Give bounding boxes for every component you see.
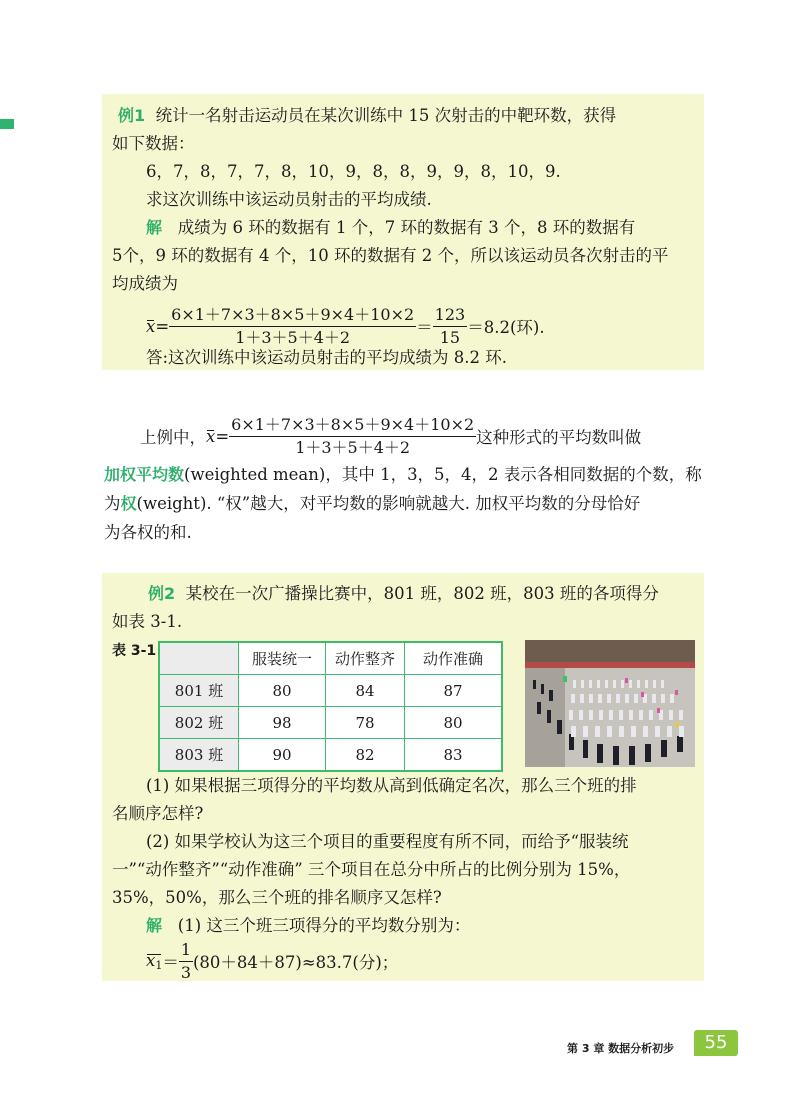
table-row (159, 675, 502, 707)
definition-line-1: 上例中， x = $\frac{6\times 1+7\times 3+8\times 5+9\times 4+10\times 2}{1+3+5+4+2}$ 这种形式的平均数叫做 (140, 414, 642, 457)
example-1-data: 6，7，8，7，7，8，10，9，8，8，9，9，8，10，9. (146, 162, 561, 181)
mean-symbol: x (146, 316, 156, 336)
definition-line-4: 为各权的和. (104, 523, 192, 542)
table-header-cell: 服装统一 (239, 642, 326, 675)
table-cell: 82 (326, 739, 405, 772)
result-fraction: $\frac{123}{15}$ (434, 304, 466, 347)
example-1-line-1: 例1 统计一名射击运动员在某次训练中 15 次射击的中靶环数，获得 (118, 106, 617, 125)
example-1-answer: 答:这次训练中该运动员射击的平均成绩为 8.2 环. (146, 348, 508, 367)
table-row (159, 739, 502, 772)
table-header-cell: 动作整齐 (326, 642, 405, 675)
table-label: 表 3-1 (112, 643, 157, 659)
exercise-photo (525, 640, 695, 767)
example-2-formula: $x_1$ ＝ $\frac{1}{3}$ (80＋84＋87)≈83.7(分)； (146, 939, 399, 982)
example-2-line-1: 例2 某校在一次广播操比赛中，801 班，802 班，803 班的各项得分 (148, 584, 659, 603)
weighted-mean-fraction: $\frac{6\times 1+7\times 3+8\times 5+9\times 4+10\times 2}{1+3+5+4+2}$ (171, 304, 415, 347)
page-number: 55 (694, 1030, 738, 1056)
footer-chapter-title: 第 3 章 数据分析初步 (567, 1042, 675, 1055)
table-row (159, 707, 502, 739)
table-cell: 80 (239, 675, 326, 707)
table-cell: 90 (239, 739, 326, 772)
solution-label: 解 (146, 916, 163, 935)
table-header-cell: 动作准确 (405, 642, 503, 675)
example-1-solution-line-2: 5个，9 环的数据有 4 个，10 环的数据有 2 个，所以该运动员各次射击的平 (112, 246, 669, 265)
example-2-question-1-line-1: (1) 如果根据三项得分的平均数从高到低确定名次，那么三个班的排 (146, 776, 637, 795)
definition-line-3: 为权(weight). “权”越大，对平均数的影响就越大. 加权平均数的分母恰好 (104, 494, 641, 513)
table-cell: 83 (405, 739, 503, 772)
example-2-question-2-line-2: 一”“动作整齐”“动作准确” 三个项目在总分中所占的比例分别为 15%， (112, 860, 631, 879)
example-2-solution-line-1: 解 (1) 这三个班三项得分的平均数分别为： (146, 916, 471, 935)
example-1-formula: x = $\frac{6\times 1+7\times 3+8\times 5+9\times 4+10\times 2}{1+3+5+4+2}$ ＝ $\frac{123}{15}$ ＝8.2(环). (146, 304, 545, 347)
table-row-header: 803 班 (159, 739, 239, 772)
example-2-question-2-line-1: (2) 如果学校认为这三个项目的重要程度有所不同，而给予“服装统 (146, 832, 629, 851)
example-2-label: 例2 (148, 584, 176, 603)
definition-line-2: 加权平均数(weighted mean)，其中 1，3，5，4，2 表示各相同数据的个数，称 (104, 465, 702, 484)
mean-symbol: x (206, 426, 216, 446)
table-row-header: 802 班 (159, 707, 239, 739)
weighted-mean-fraction: $\frac{6\times 1+7\times 3+8\times 5+9\times 4+10\times 2}{1+3+5+4+2}$ (231, 414, 475, 457)
table-corner-cell (159, 642, 239, 675)
example-1-solution-line-3: 均成绩为 (112, 274, 178, 293)
table-header-row (159, 642, 502, 675)
table-row-header: 801 班 (159, 675, 239, 707)
one-third-fraction: $\frac{1}{3}$ (180, 939, 191, 982)
table-cell: 84 (326, 675, 405, 707)
example-1-question: 求这次训练中该运动员射击的平均成绩. (146, 190, 432, 209)
table-cell: 78 (326, 707, 405, 739)
solution-label: 解 (146, 218, 163, 237)
example-2-question-1-line-2: 名顺序怎样? (112, 804, 204, 823)
chapter-side-marker (0, 119, 14, 129)
example-1-label: 例1 (118, 106, 146, 125)
score-table (158, 641, 503, 772)
example-1-solution-line-1: 解 成绩为 6 环的数据有 1 个，7 环的数据有 3 个，8 环的数据有 (146, 218, 636, 237)
table-cell: 87 (405, 675, 503, 707)
example-1-line-2: 如下数据： (112, 134, 195, 153)
example-2-line-2: 如表 3-1. (112, 612, 183, 631)
mean-symbol: $x_1$ (146, 950, 163, 972)
term-weight: 权 (120, 494, 137, 513)
table-cell: 80 (405, 707, 503, 739)
term-weighted-mean: 加权平均数 (104, 465, 185, 484)
exercise-photo-illustration (525, 640, 695, 767)
table-cell: 98 (239, 707, 326, 739)
example-2-question-2-line-3: 35%，50%，那么三个班的排名顺序又怎样? (112, 888, 442, 907)
